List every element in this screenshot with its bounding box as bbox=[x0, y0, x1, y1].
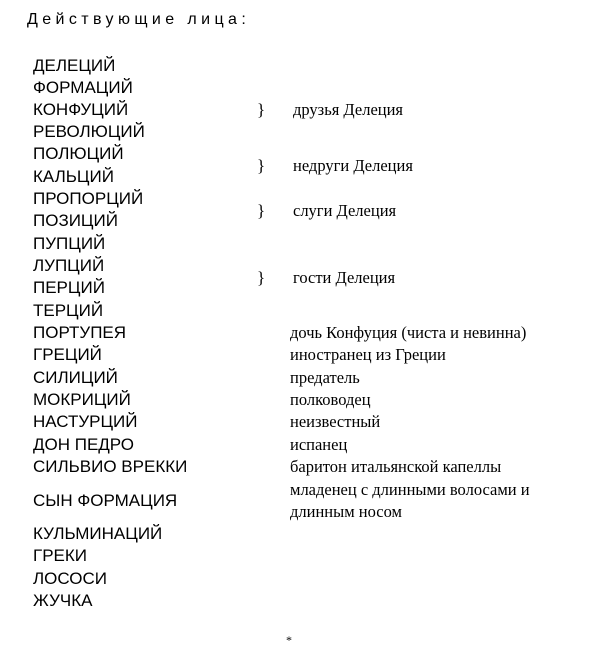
page-title: Действующие лица: bbox=[27, 11, 251, 28]
cast-name-zhuchka: ЖУЧКА bbox=[33, 591, 93, 610]
cast-name-don-pedro: ДОН ПЕДРО bbox=[33, 435, 134, 454]
group-label-friends: друзья Делеция bbox=[293, 100, 404, 119]
brace-friends: } bbox=[257, 100, 266, 119]
cast-name-lupcy: ЛУПЦИЙ bbox=[33, 256, 105, 275]
cast-name-portupeya: ПОРТУПЕЯ bbox=[33, 323, 127, 342]
cast-name-mokricy: МОКРИЦИЙ bbox=[33, 390, 131, 409]
brace-guests: } bbox=[257, 268, 266, 287]
group-label-enemies: недруги Делеция bbox=[293, 156, 413, 175]
role-desc-silvio: баритон итальянской капеллы bbox=[290, 457, 502, 476]
cast-name-percy: ПЕРЦИЙ bbox=[33, 278, 105, 297]
cast-name-proporcy: ПРОПОРЦИЙ bbox=[33, 189, 144, 208]
group-label-guests: гости Делеция bbox=[293, 268, 396, 287]
footer-asterisk: * bbox=[286, 633, 292, 647]
role-desc-portupeya: дочь Конфуция (чиста и невинна) bbox=[290, 323, 527, 342]
role-desc-mokricy: полководец bbox=[290, 390, 371, 409]
role-desc-nasturcy: неизвестный bbox=[290, 412, 381, 431]
group-label-servants: слуги Делеция bbox=[293, 201, 397, 220]
cast-name-silicy: СИЛИЦИЙ bbox=[33, 368, 118, 387]
cast-name-grecy: ГРЕЦИЙ bbox=[33, 345, 102, 364]
cast-name-kulminacy: КУЛЬМИНАЦИЙ bbox=[33, 524, 163, 543]
cast-name-pupcy: ПУПЦИЙ bbox=[33, 234, 106, 253]
cast-name-delecy: ДЕЛЕЦИЙ bbox=[33, 56, 116, 75]
cast-name-nasturcy: НАСТУРЦИЙ bbox=[33, 412, 138, 431]
brace-enemies: } bbox=[257, 156, 266, 175]
cast-name-pozicy: ПОЗИЦИЙ bbox=[33, 211, 118, 230]
cast-name-formacy: ФОРМАЦИЙ bbox=[33, 78, 133, 97]
brace-servants: } bbox=[257, 201, 266, 220]
role-desc-silicy: предатель bbox=[290, 368, 360, 387]
role-desc-grecy: иностранец из Греции bbox=[290, 345, 446, 364]
role-desc-syn-formacy: младенец с длинными волосами и длинным носом bbox=[290, 480, 530, 521]
cast-name-tercy: ТЕРЦИЙ bbox=[33, 301, 104, 320]
cast-name-konfucy: КОНФУЦИЙ bbox=[33, 100, 129, 119]
cast-name-revolucy: РЕВОЛЮЦИЙ bbox=[33, 122, 145, 141]
cast-name-lososi: ЛОСОСИ bbox=[33, 569, 108, 588]
cast-name-kalcy: КАЛЬЦИЙ bbox=[33, 167, 114, 186]
cast-name-syn-formacy: СЫН ФОРМАЦИЯ bbox=[33, 491, 178, 510]
role-desc-don-pedro: испанец bbox=[290, 435, 348, 454]
cast-name-polucy: ПОЛЮЦИЙ bbox=[33, 144, 124, 163]
cast-name-silvio: СИЛЬВИО ВРЕККИ bbox=[33, 457, 188, 476]
cast-name-greki: ГРЕКИ bbox=[33, 546, 88, 565]
